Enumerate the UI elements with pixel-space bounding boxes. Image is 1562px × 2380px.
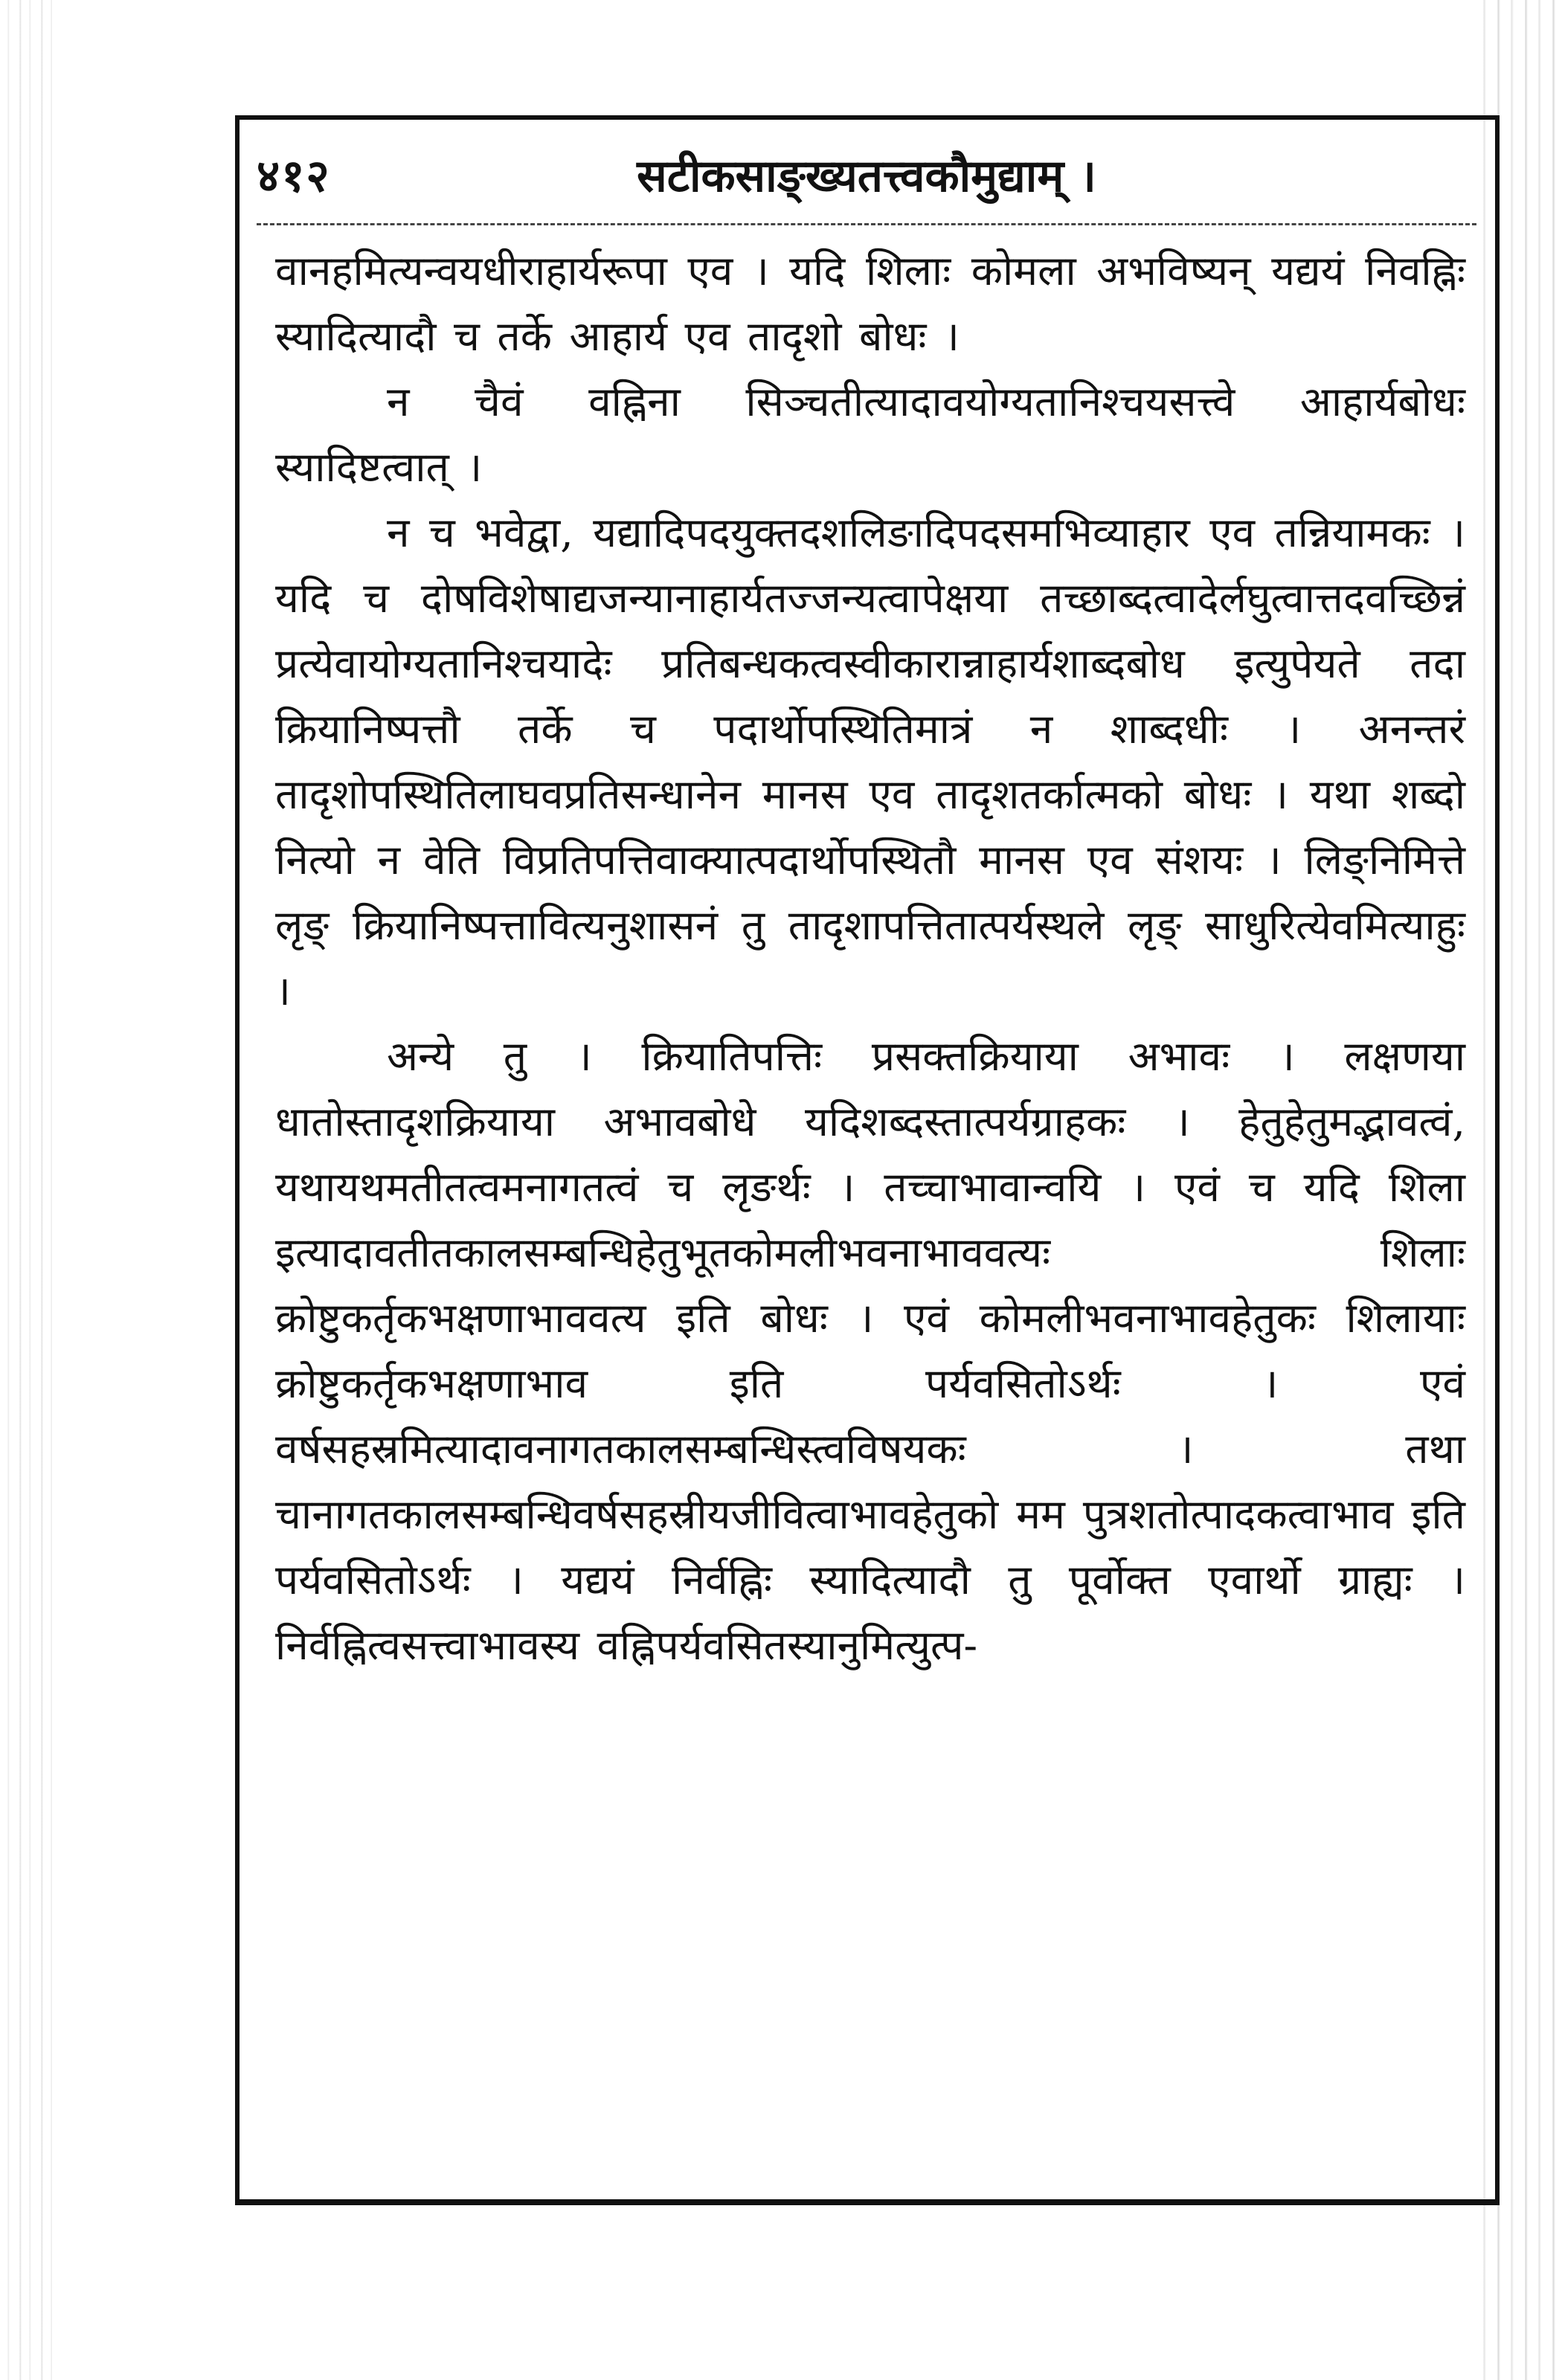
paragraph-2: न चैवं वह्निना सिञ्चतीत्यादावयोग्यतानिश्चयसत्त्वे आहार्यबोधः स्यादिष्टत्वात् । (275, 378, 1465, 491)
running-title: सटीकसाङ्ख्यतत्त्वकौमुद्याम् । (637, 150, 1096, 202)
body-text (275, 238, 1465, 1678)
paragraph-4: अन्ये तु । क्रियातिपत्तिः प्रसक्तक्रियाया अभावः । लक्षणया धातोस्तादृशक्रियाया अभावबोधे यदिशब्दस्तात्पर्यग्राहकः । हेतुहेतुमद्भावत्वं, यथायथमतीतत्वमनागतत्वं च लृङर्थः । तच्चाभावान्वयि । एवं च यदि शिला इत्यादावतीतकालसम्बन्धिहेतुभूतकोमलीभवनाभाववत्यः शिलाः क्रोष्टुकर्तृकभक्षणाभाववत्य इति बोधः । एवं कोमलीभवनाभावहेतुकः शिलायाः क्रोष्टुकर्तृकभक्षणाभाव इति पर्यवसितोऽर्थः । एवं वर्षसहस्रमित्यादावनागतकालसम्बन्धिस्त्वविषयकः । तथा चानागतकालसम्बन्धिवर्षसहस्रीयजीवित्वाभावहेतुको मम पुत्रशतोत्पादकत्वाभाव इति पर्यवसितोऽर्थः । यद्ययं निर्वह्निः स्यादित्यादौ तु पूर्वोक्त एवार्थो ग्राह्यः । निर्वह्नित्वसत्त्वाभावस्य वह्निपर्यवसितस्यानुमित्युत्प- (275, 1032, 1465, 1669)
page-number: ४१२ (257, 150, 331, 202)
paragraph-1: वानहमित्यन्वयधीराहार्यरूपा एव । यदि शिलाः कोमला अभविष्यन् यद्ययं निवह्निः स्यादित्यादौ च तर्के आहार्य एव तादृशो बोधः । (275, 247, 1465, 360)
header-rule (257, 223, 1476, 225)
page-header (257, 138, 1476, 219)
scan-edge-left (0, 0, 52, 2380)
paragraph-3: न च भवेद्वा, यद्यादिपदयुक्तदशलिङादिपदसमभिव्याहार एव तन्नियामकः । यदि च दोषविशेषाद्यजन्यानाहार्यतज्जन्यत्वापेक्षया तच्छाब्दत्वादेर्लघुत्वात्तदवच्छिन्नं प्रत्येवायोग्यतानिश्चयादेः प्रतिबन्धकत्वस्वीकारान्नाहार्यशाब्दबोध इत्युपेयते तदा क्रियानिष्पत्तौ तर्के च पदार्थोपस्थितिमात्रं न शाब्दधीः । अनन्तरं तादृशोपस्थितिलाघवप्रतिसन्धानेन मानस एव तादृशतर्कात्मको बोधः । यथा शब्दो नित्यो न वेति विप्रतिपत्तिवाक्यात्पदार्थोपस्थितौ मानस एव संशयः । लिङ्निमित्ते लृङ् क्रियानिष्पत्तावित्यनुशासनं तु तादृशापत्तितात्पर्यस्थले लृङ् साधुरित्येवमित्याहुः । (275, 509, 1465, 1014)
